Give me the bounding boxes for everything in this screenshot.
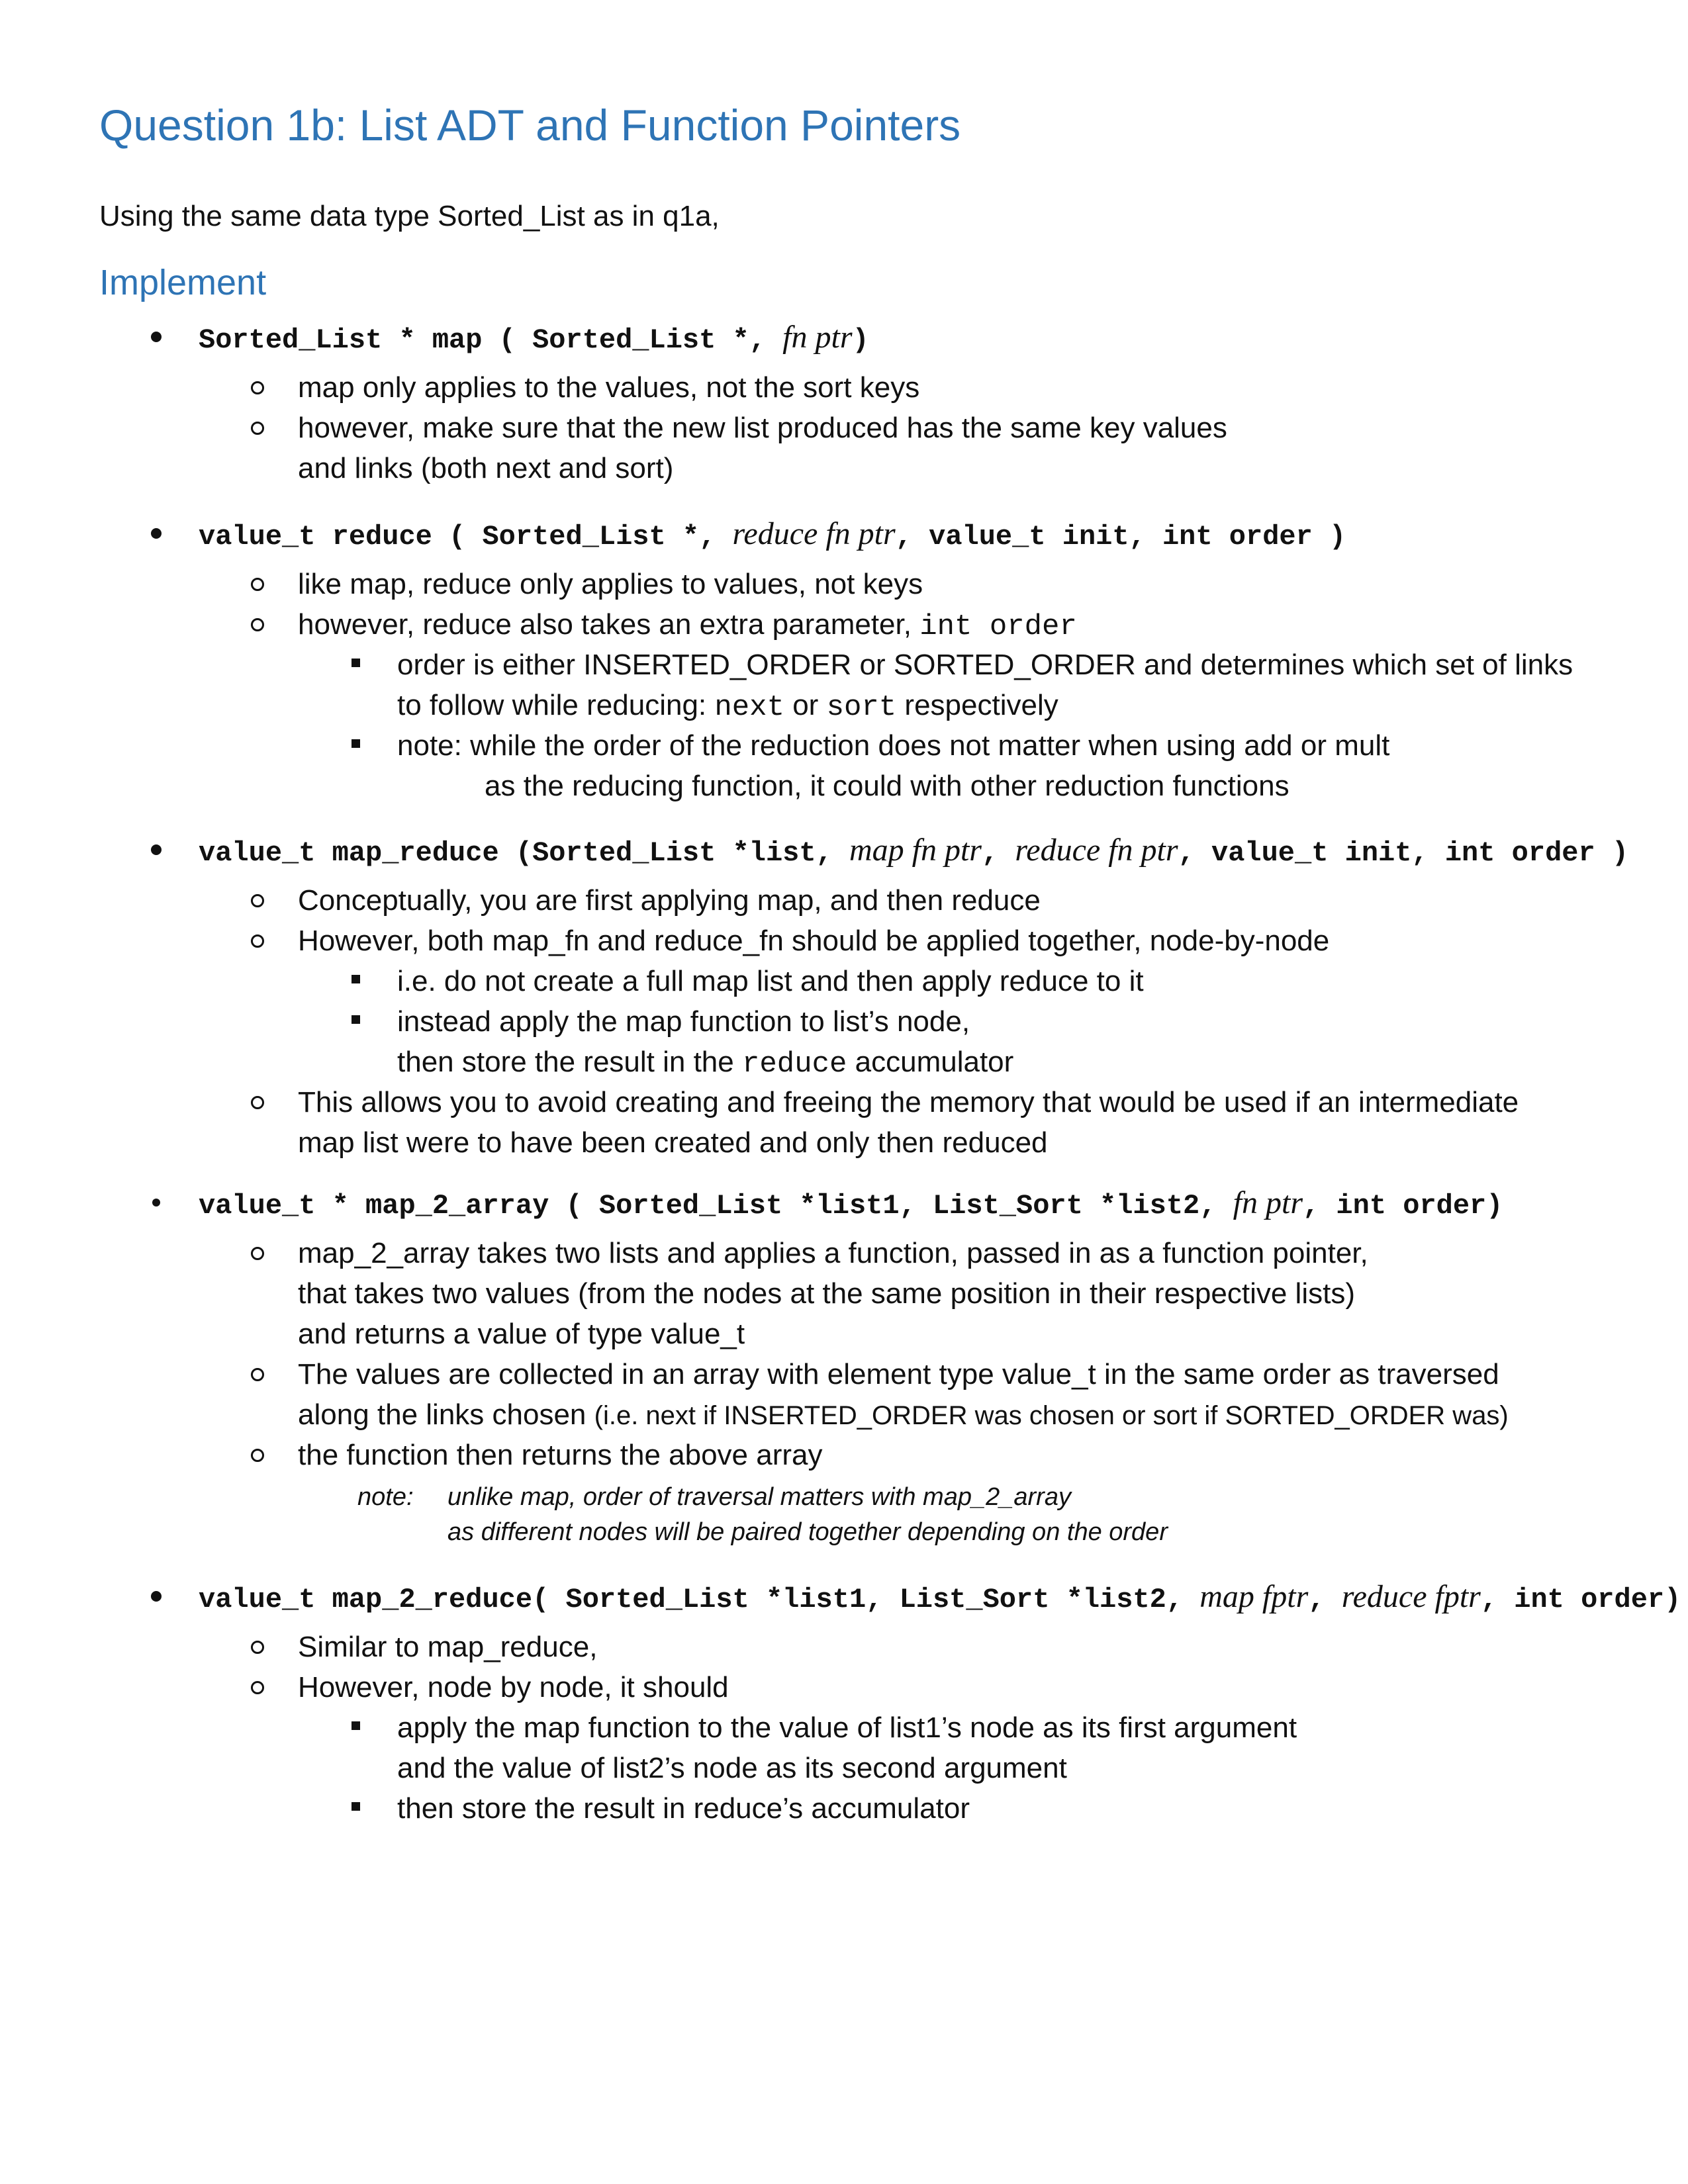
sub-list-item: then store the result in reduce’s accumulator (397, 1792, 970, 1825)
sub-list-item: i.e. do not create a full map list and then apply reduce to it (397, 965, 1144, 997)
square-bullet-icon (352, 975, 360, 983)
list-item-continued: and links (both next and sort) (298, 452, 674, 484)
map-2-array-signature: value_t * map_2_array ( Sorted_List *list1, List_Sort *list2, fn ptr, int order) (199, 1185, 1503, 1222)
circle-bullet-icon (251, 1641, 264, 1654)
circle-bullet-icon (251, 578, 264, 591)
sub-list-item: note: while the order of the reduction does not matter when using add or mult (397, 729, 1390, 762)
list-item: however, reduce also takes an extra parameter, int order (298, 608, 1077, 643)
circle-bullet-icon (251, 618, 264, 631)
bullet-icon (151, 332, 162, 342)
square-bullet-icon (352, 1015, 360, 1024)
sub-list-item: instead apply the map function to list’s node, (397, 1005, 970, 1038)
sub-list-item: apply the map function to the value of list1’s node as its first argument (397, 1711, 1297, 1744)
note-label: note: (357, 1483, 414, 1511)
bullet-icon (152, 1199, 160, 1206)
circle-bullet-icon (251, 422, 264, 435)
square-bullet-icon (352, 1802, 360, 1811)
reduce-signature: value_t reduce ( Sorted_List *, reduce fn ptr, value_t init, int order ) (199, 516, 1346, 553)
list-item: the function then returns the above array (298, 1439, 823, 1471)
note-text-continued: as different nodes will be paired together depending on the order (447, 1518, 1168, 1546)
sub-list-item-continued: to follow while reducing: next or sort respectively (397, 689, 1058, 724)
list-item: The values are collected in an array with element type value_t in the same order as traversed (298, 1358, 1499, 1390)
list-item: like map, reduce only applies to values, not keys (298, 568, 923, 600)
sub-list-item-continued: then store the result in the reduce accumulator (397, 1046, 1014, 1081)
list-item: Conceptually, you are first applying map, and then reduce (298, 884, 1041, 917)
note-text: unlike map, order of traversal matters with map_2_array (447, 1483, 1071, 1511)
list-item: however, make sure that the new list produced has the same key values (298, 412, 1227, 444)
sub-list-item: order is either INSERTED_ORDER or SORTED_ORDER and determines which set of links (397, 649, 1573, 681)
list-item-continued: and returns a value of type value_t (298, 1318, 745, 1350)
list-item: This allows you to avoid creating and freeing the memory that would be used if an intermediate (298, 1086, 1519, 1118)
section-heading: Implement (99, 263, 267, 302)
circle-bullet-icon (251, 934, 264, 948)
square-bullet-icon (352, 739, 360, 748)
square-bullet-icon (352, 1721, 360, 1730)
map-reduce-signature: value_t map_reduce (Sorted_List *list, map fn ptr, reduce fn ptr, value_t init, int order ) (199, 833, 1629, 869)
bullet-icon (151, 528, 162, 539)
circle-bullet-icon (251, 1368, 264, 1381)
circle-bullet-icon (251, 1681, 264, 1694)
bullet-icon (151, 844, 162, 855)
list-item: map only applies to the values, not the sort keys (298, 371, 920, 404)
list-item-continued: along the links chosen (i.e. next if INSERTED_ORDER was chosen or sort if SORTED_ORDER was) (298, 1398, 1509, 1431)
list-item: map_2_array takes two lists and applies a function, passed in as a function pointer, (298, 1237, 1368, 1269)
list-item: Similar to map_reduce, (298, 1631, 598, 1663)
circle-bullet-icon (251, 1449, 264, 1462)
circle-bullet-icon (251, 381, 264, 394)
circle-bullet-icon (251, 894, 264, 907)
bullet-icon (151, 1591, 162, 1602)
sub-list-item-continued: as the reducing function, it could with other reduction functions (485, 770, 1289, 802)
list-item-continued: map list were to have been created and only then reduced (298, 1126, 1048, 1159)
square-bullet-icon (352, 659, 360, 667)
circle-bullet-icon (251, 1247, 264, 1260)
map-2-reduce-signature: value_t map_2_reduce( Sorted_List *list1, List_Sort *list2, map fptr, reduce fptr, int order) (199, 1579, 1681, 1615)
sub-list-item-continued: and the value of list2’s node as its second argument (397, 1752, 1067, 1784)
list-item-continued: that takes two values (from the nodes at the same position in their respective lists) (298, 1277, 1355, 1310)
map-signature: Sorted_List * map ( Sorted_List *, fn ptr) (199, 320, 869, 356)
list-item: However, node by node, it should (298, 1671, 729, 1704)
intro-text: Using the same data type Sorted_List as in q1a, (99, 200, 720, 232)
circle-bullet-icon (251, 1096, 264, 1109)
page-title: Question 1b: List ADT and Function Pointers (99, 101, 961, 150)
list-item: However, both map_fn and reduce_fn should be applied together, node-by-node (298, 925, 1330, 957)
